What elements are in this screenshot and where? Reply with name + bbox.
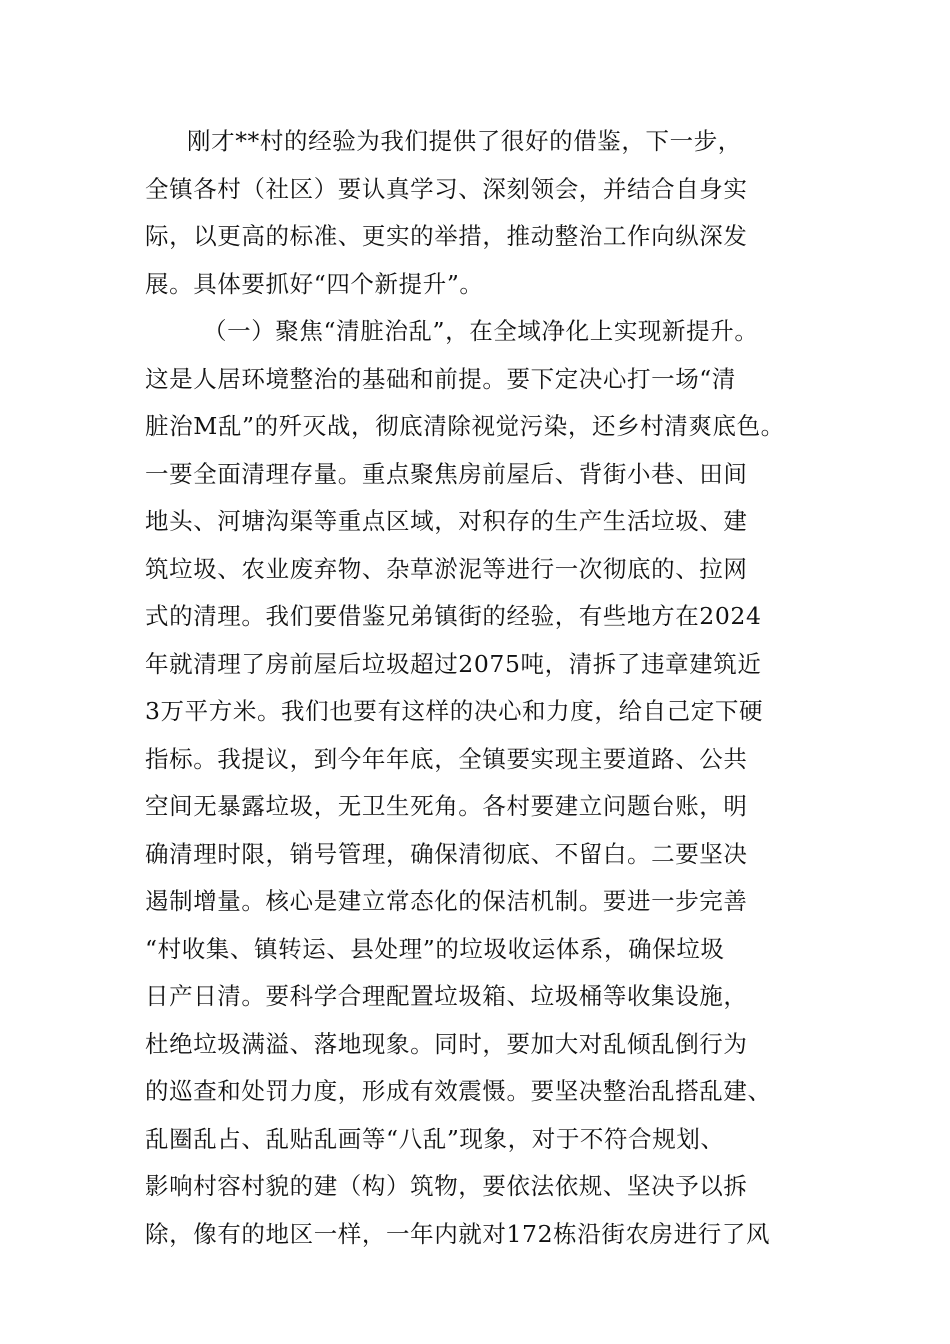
paragraph-line: 一要全面清理存量。重点聚焦房前屋后、背街小巷、田间 [145,459,748,488]
paragraph-line: 年就清理了房前屋后垃圾超过2075吨，清拆了违章建筑近 [145,649,762,678]
paragraph-line: 展。具体要抓好“四个新提升”。 [145,269,484,298]
paragraph-line: 遏制增量。核心是建立常态化的保洁机制。要进一步完善 [145,887,748,915]
paragraph-line: 影响村容村貌的建（构）筑物，要依法依规、坚决予以拆 [145,1172,748,1200]
document-body [145,118,845,1258]
paragraph-line: 指标。我提议，到今年年底，全镇要实现主要道路、公共 [145,744,748,773]
paragraph-line: 杜绝垃圾满溢、落地现象。同时，要加大对乱倾乱倒行为 [145,1029,748,1058]
paragraph-line: 3万平方米。我们也要有这样的决心和力度，给自己定下硬 [145,697,764,725]
paragraph-line: 际，以更高的标准、更实的举措，推动整治工作向纵深发 [145,222,748,250]
paragraph-line: 空间无暴露垃圾，无卫生死角。各村要建立问题台账，明 [145,792,748,820]
paragraph-line: 刚才**村的经验为我们提供了很好的借鉴，下一步， [187,127,742,155]
section-heading-line: （一）聚焦“清脏治乱”，在全域净化上实现新提升。 [203,317,759,345]
paragraph-line: 式的清理。我们要借鉴兄弟镇街的经验，有些地方在2024 [145,602,762,630]
paragraph-line: 这是人居环境整治的基础和前提。要下定决心打一场“清 [145,364,737,393]
paragraph-line: 乱圈乱占、乱贴乱画等“八乱”现象，对于不符合规划、 [145,1124,725,1153]
paragraph-line: 日产日清。要科学合理配置垃圾箱、垃圾桶等收集设施， [145,982,748,1010]
paragraph-line: 脏治M乱”的歼灭战，彻底清除视觉污染，还乡村清爽底色。 [145,412,785,440]
paragraph-line: 全镇各村（社区）要认真学习、深刻领会，并结合自身实 [145,174,748,203]
paragraph-line: 除，像有的地区一样，一年内就对172栋沿街农房进行了风 [145,1219,771,1248]
paragraph-line: “村收集、镇转运、县处理”的垃圾收运体系，确保垃圾 [145,934,725,963]
paragraph-line: 筑垃圾、农业废弃物、杂草淤泥等进行一次彻底的、拉网 [145,554,748,583]
paragraph-line: 地头、河塘沟渠等重点区域，对积存的生产生活垃圾、建 [145,507,748,535]
paragraph-line: 确清理时限，销号管理，确保清彻底、不留白。二要坚决 [145,839,748,868]
paragraph-line: 的巡查和处罚力度，形成有效震慑。要坚决整治乱搭乱建、 [145,1077,772,1105]
